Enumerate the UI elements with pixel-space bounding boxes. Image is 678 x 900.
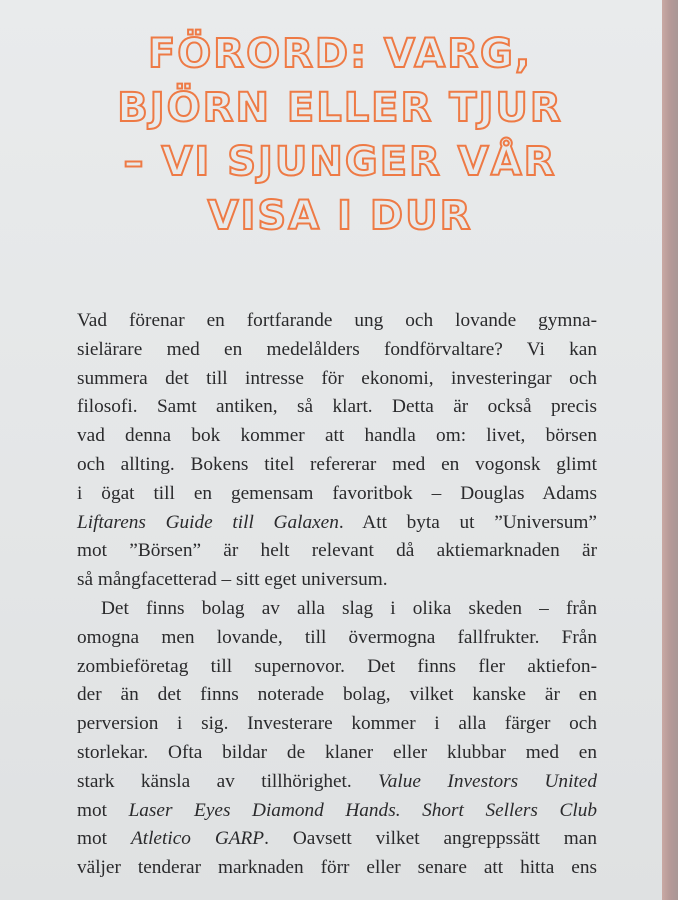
heading-line: – VI SJUNGER VÅR <box>123 139 557 185</box>
heading-line: FÖRORD: VARG, <box>147 31 533 77</box>
page-edge <box>662 0 678 900</box>
text-fragment: mot <box>77 799 129 821</box>
text-line <box>77 768 597 797</box>
text-line: i ögat till en gemensam favoritbok – Douglas Adams <box>77 482 597 504</box>
text-line: der än det finns noterade bolag, vilket kanske är en <box>77 684 597 706</box>
text-fragment: stark känsla av tillhörighet. <box>77 770 379 792</box>
paragraph-1 <box>77 307 597 595</box>
text-line: Vad förenar en fortfarande ung och lovande gymna- <box>77 310 597 331</box>
text-line: så mångfacetterad – sitt eget universum. <box>77 569 388 591</box>
book-title: Liftarens Guide till Galaxen <box>77 511 339 533</box>
body-text <box>77 307 597 883</box>
text-fragment: mot <box>77 828 131 850</box>
club-name: Value Investors United <box>378 770 597 792</box>
text-line: omogna men lovande, till övermogna fallfrukter. Från <box>77 626 597 648</box>
text-line <box>77 509 597 538</box>
text-line: storlekar. Ofta bildar de klaner eller klubbar med en <box>77 741 597 763</box>
text-line: summera det till intresse för ekonomi, investeringar och <box>77 367 597 389</box>
text-line: sielärare med en medelålders fondförvaltare? Vi kan <box>77 338 597 360</box>
text-line <box>77 825 597 854</box>
text-line: vad denna bok kommer att handla om: livet, börsen <box>77 425 597 447</box>
paragraph-2 <box>77 595 597 883</box>
heading-line: VISA I DUR <box>207 193 473 239</box>
club-name: Laser Eyes Diamond Hands. Short Sellers Club <box>128 799 597 821</box>
text-fragment: . Att byta ut ”Universum” <box>338 511 597 533</box>
chapter-heading <box>40 27 640 243</box>
text-line: Det finns bolag av alla slag i olika skeden – från <box>101 597 597 619</box>
heading-line: BJÖRN ELLER TJUR <box>117 85 563 131</box>
text-line: och allting. Bokens titel refererar med en vogonsk glimt <box>77 453 597 475</box>
text-line: zombieföretag till supernovor. Det finns fler aktiefon- <box>77 655 597 677</box>
text-line: perversion i sig. Investerare kommer i alla färger och <box>77 713 597 735</box>
text-line <box>77 797 597 826</box>
text-line: mot ”Börsen” är helt relevant då aktiemarknaden är <box>77 540 597 562</box>
text-line: filosofi. Samt antiken, så klart. Detta är också precis <box>77 396 597 418</box>
text-line: väljer tenderar marknaden förr eller senare att hitta ens <box>77 857 597 879</box>
club-name: Atletico GARP <box>130 828 265 850</box>
text-fragment: . Oavsett vilket angreppssätt man <box>264 828 598 850</box>
